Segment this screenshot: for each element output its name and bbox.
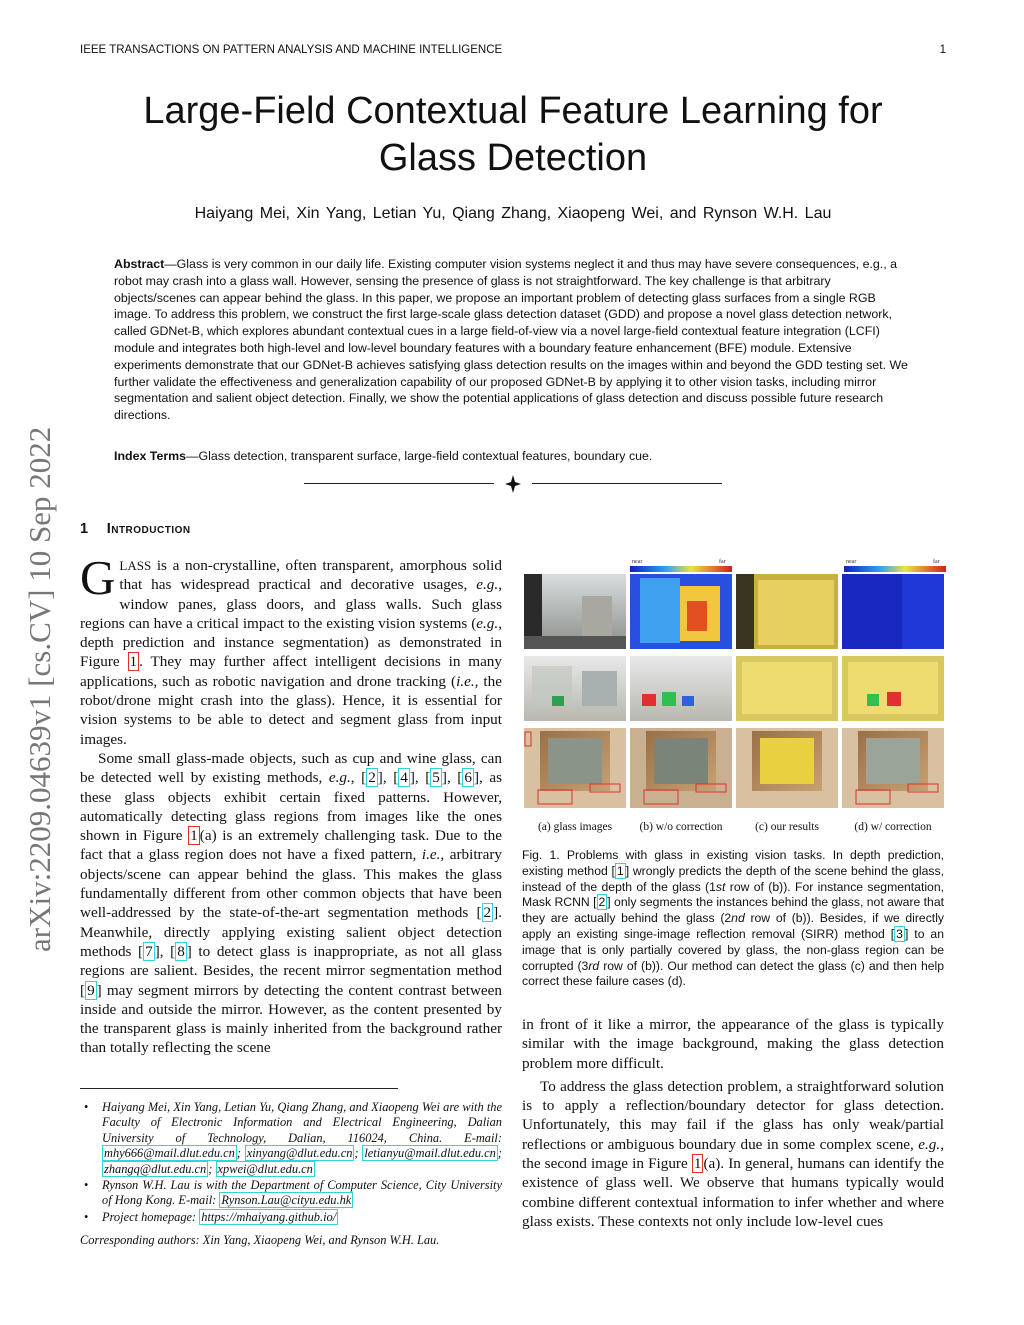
- figure-1-image-grid: [522, 556, 946, 812]
- label-wo-correction: (b) w/o correction: [639, 821, 723, 833]
- email-link[interactable]: xinyang@dlut.edu.cn: [246, 1146, 353, 1161]
- colorbar-far-label: far: [719, 559, 726, 565]
- footnote-affiliation-dlut: • Haiyang Mei, Xin Yang, Letian Yu, Qiang Zhang, and Xiaopeng Wei are with the Faculty of Electronic Information and Electrical Engineering, Dalian University of Technology, Dalian, 116024, China. E-mail: mhy666@mail.dlut.edu.cn ; xinyang@dlut.edu.cn ; letianyu@mail.dlut.edu.cn ; zhangq@dlut.edu.cn ; xpwei@dlut.edu.cn: [84, 1100, 502, 1176]
- row3-glass-image: [524, 728, 626, 808]
- index-terms: [114, 448, 910, 464]
- citation-link[interactable]: 4: [400, 769, 408, 787]
- footnotes: [80, 1100, 502, 1249]
- page-number: 1: [939, 44, 946, 56]
- homepage-link[interactable]: https://mhaiyang.github.io/: [201, 1209, 337, 1224]
- intro-paragraph-1: GLASS is a non-crystalline, often transparent, amorphous solid that has widespread practical and decorative usages, e.g., window panes, glass doors, and glass walls. Such glass regions can have a critical impact to the existing vision systems (e.g., depth prediction and instance segmentation) as demonstrated in Figure 1 . They may further affect intelligent decisions in many applications, such as robotic navigation and drone tracking (i.e., the robot/drone might crash into the glass). Hence, it is essential for vision systems to be able to detect and segment glass from input images.: [80, 550, 502, 748]
- citation-link[interactable]: 6: [464, 769, 472, 787]
- running-header: [80, 44, 946, 56]
- section-separator: [304, 474, 722, 494]
- footnote-homepage: • Project homepage: https://mhaiyang.github.io/: [84, 1209, 337, 1224]
- right-paragraph-1: in front of it like a mirror, the appearance of the glass is typically similar with the image background, making the glass detection problem more difficult.: [522, 1016, 944, 1072]
- email-link[interactable]: mhy666@mail.dlut.edu.cn: [104, 1146, 235, 1161]
- footnote-affiliation-cityu: • Rynson W.H. Lau is with the Department of Computer Science, City University of Hong Kong. E-mail: Rynson.Lau@cityu.edu.hk: [84, 1178, 502, 1208]
- intro-paragraph-2: Some small glass-made objects, such as cup and wine glass, can be detected well by existing methods, e.g., [ 2 ], [ 4 ], [ 5 ], [ 6 ], as these glass objects exhibit certain fixed patterns. However, automatically detecting glass regions from images like the ones shown in Figure 1 (a) is an extremely challenging task. Due to the fact that a glass region does not have a fixed pattern, i.e., arbitrary objects/scene can appear behind the glass. This makes the glass fundamentally different from other common objects that have been well-addressed by the state-of-the-art segmentation methods [ 2 ]. Meanwhile, directly applying existing salient object detection methods [ 7 ], [ 8 ] to detect glass is inappropriate, as not all glass regions are salient. Besides, the recent mirror segmentation method [ 9 ] may segment mirrors by detecting the content contrast between inside and outside the mirror. However, as the content presented by the transparent glass is mainly inherited from the background rather than totally reflecting the scene: [80, 749, 503, 1057]
- section-title: Introduction: [106, 521, 191, 537]
- colorbar-near-label: near: [632, 559, 643, 565]
- citation-link[interactable]: 1: [616, 863, 624, 878]
- row1-glass-image: [524, 574, 626, 649]
- drop-cap: G: [80, 550, 116, 605]
- abstract: [114, 256, 910, 424]
- email-link[interactable]: zhangq@dlut.edu.cn: [104, 1161, 207, 1176]
- label-glass-images: (a) glass images: [537, 821, 613, 833]
- left-column: [80, 550, 503, 1058]
- depth-colorbar-d: [844, 558, 946, 572]
- right-column: [522, 1015, 944, 1231]
- figure-ref-link[interactable]: 1: [693, 1155, 702, 1173]
- citation-link[interactable]: 2: [598, 895, 606, 910]
- arxiv-stamp: arXiv:2209.04639v1 [cs.CV] 10 Sep 2022: [22, 426, 57, 952]
- email-link[interactable]: letianyu@mail.dlut.edu.cn: [364, 1146, 496, 1161]
- abstract-label: Abstract: [114, 257, 165, 271]
- right-paragraph-2: To address the glass detection problem, a straightforward solution is to apply a reflection/boundary detector for glass detection. Unfortunately, this may fail if the glass has only weak/partial reflections or ambiguous boundary due in some complex scene, e.g., the second image in Figure 1 (a). In general, humans can identify the existence of glass well. We observe that humans typically would combine different contextual information to infer whether and where glass exists. These contexts not only include low-level cues: [522, 1077, 944, 1230]
- title-line-2: Glass Detection: [378, 137, 648, 179]
- row2-glass-image: [524, 656, 626, 721]
- colorbar-far-label: far: [933, 559, 940, 565]
- author-list: Haiyang Mei, Xin Yang, Letian Yu, Qiang Zhang, Xiaopeng Wei, and Rynson W.H. Lau: [194, 205, 832, 222]
- paper-title: [80, 88, 946, 182]
- colorbar-near-label: near: [846, 559, 857, 565]
- row3-sirr-w-correction: [842, 728, 944, 808]
- citation-link[interactable]: 7: [145, 942, 153, 960]
- footnote-divider: [80, 1088, 398, 1089]
- figure-column-labels: [522, 821, 946, 833]
- abstract-text: —Glass is very common in our daily life. Existing computer vision systems neglect it and thus may have severe consequences, e.g., a robot may crash into a glass wall. However, sensing the presence of glass is not straightforward. The key challenge is that arbitrary objects/scenes can appear behind the glass. In this paper, we propose an important problem of detecting glass surfaces from a single RGB image. To address this problem, we construct the first large-scale glass detection dataset (GDD) and propose a novel glass detection network, called GDNet-B, which explores abundant contextual cues in a large field-of-view via a novel large-field contextual feature integration (LCFI) module and integrates both high-level and low-level boundary features with a boundary feature enhancement (BFE) module. Extensive experiments demonstrate that our GDNet-B achieves satisfying glass detection results on the images within and beyond the GDD testing set. We further validate the effectiveness and generalization capability of our proposed GDNet-B by applying it to other vision tasks, including mirror segmentation and salient object detection. Finally, we show the potential applications of glass detection and discuss possible future research directions.: [114, 257, 908, 423]
- row2-our-result: [736, 656, 838, 721]
- section-number: 1: [80, 521, 89, 537]
- row3-sirr-wo-correction: [630, 728, 732, 808]
- index-terms-text: —Glass detection, transparent surface, large-field contextual features, boundary cue.: [186, 449, 653, 463]
- email-link[interactable]: Rynson.Lau@cityu.edu.hk: [221, 1193, 352, 1208]
- label-our-results: (c) our results: [755, 821, 819, 833]
- citation-link[interactable]: 2: [368, 769, 376, 787]
- row2-instance-wo-correction: [630, 656, 732, 721]
- corresponding-authors: Corresponding authors: Xin Yang, Xiaopeng Wei, and Rynson W.H. Lau.: [80, 1233, 440, 1248]
- section-heading: [80, 521, 191, 537]
- citation-link[interactable]: 9: [87, 981, 95, 999]
- citation-link[interactable]: 5: [432, 769, 440, 787]
- row1-depth-wo-correction: [630, 574, 732, 649]
- diamond-ornament-icon: [504, 474, 522, 494]
- citation-link[interactable]: 2: [483, 904, 492, 922]
- figure-ref-link[interactable]: 1: [190, 827, 198, 845]
- journal-name: IEEE TRANSACTIONS ON PATTERN ANALYSIS AND MACHINE INTELLIGENCE: [80, 44, 503, 56]
- row2-instance-w-correction: [842, 656, 944, 721]
- citation-link[interactable]: 8: [177, 942, 185, 960]
- label-w-correction: (d) w/ correction: [854, 821, 932, 833]
- figure-ref-link[interactable]: 1: [129, 653, 138, 671]
- row1-depth-w-correction: [842, 574, 944, 649]
- row1-our-result: [736, 574, 838, 649]
- title-line-1: Large-Field Contextual Feature Learning for: [143, 90, 883, 132]
- index-terms-label: Index Terms: [114, 449, 187, 463]
- email-link[interactable]: xpwei@dlut.edu.cn: [217, 1161, 313, 1176]
- figure-1-caption: Fig. 1. Problems with glass in existing vision tasks. In depth prediction, existing method [ 1 ] wrongly predicts the depth of the scene behind the glass, instead of the depth of the glass (1st row of (b)). For instance segmentation, Mask RCNN [ 2 ] only segments the instances behind the glass, not aware that they are actually behind the glass (2nd row of (b)). Besides, if we directly apply an existing singe-image reflection removal (SIRR) method [ 3 ] to an image that is only partially covered by glass, the non-glass region can be corrupted (3rd row of (b)). Our method can detect the glass (c) and then help correct these failure cases (d).: [522, 848, 945, 989]
- depth-colorbar-b: [630, 558, 732, 572]
- row3-our-result: [736, 728, 838, 808]
- citation-link[interactable]: 3: [896, 926, 903, 941]
